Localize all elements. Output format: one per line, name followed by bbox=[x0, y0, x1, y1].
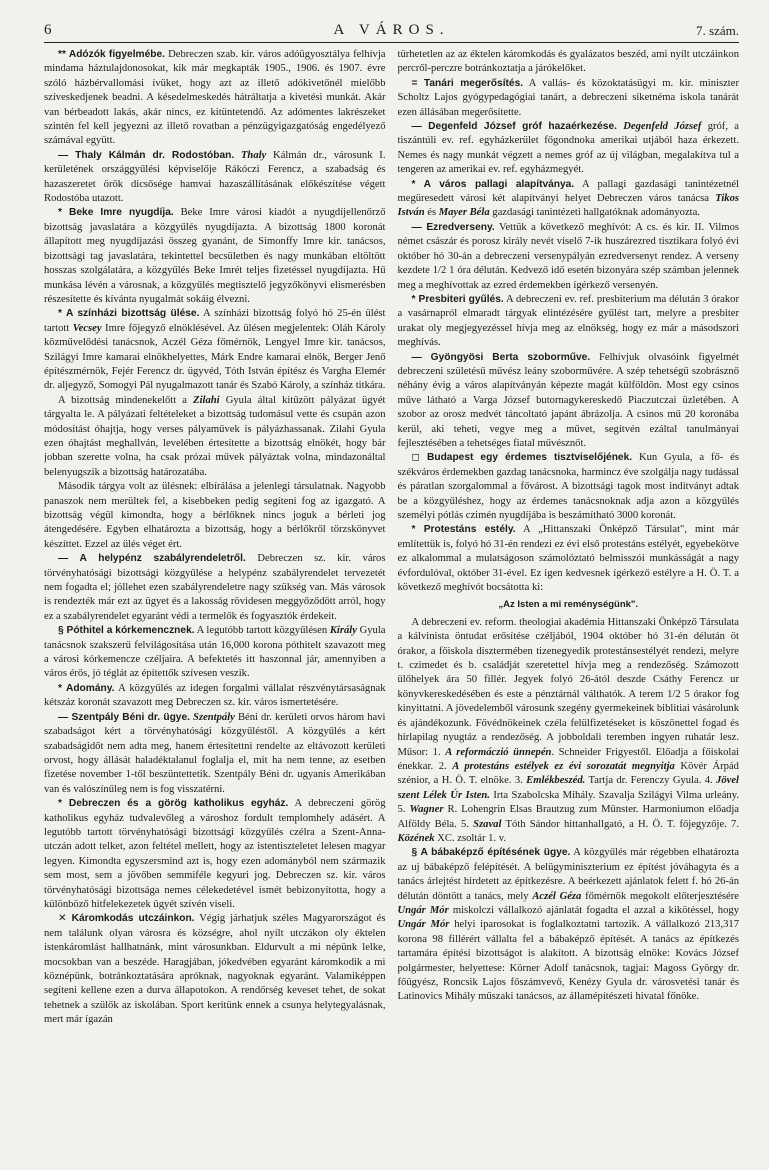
article-zilahi: A bizottság mindenekelőtt a Zilahi Gyula által kitűzött pályázat ügyét tárgyalta le. A pályázati feltételeket a bizottság tudomásul vette és csupán azon módosítást óhajtja, hogy verses pályaművek is pályázhassanak. Zilahi Gyula ezen óhajtást meghallván, levelében értesítette a bizottság elnökét, hogy bár jobban szerette volna, ha csak prózai művek pályáztak volna, mindazonáltal belenyugszik a bizottság határozatába. bbox=[44, 394, 386, 478]
article-pothitel: § Póthitel a kórkemencznek. A legutóbb tartott közgyűlésen Király Gyula tanácsnok szakszerű felvilágosítása után 16,000 korona póthitelt szavazott meg a városi kórkemencze czéljaira. A befektetés itt haszonnal jár, amennyiben a város érős, jó téglát az építettők szívesen veszik. bbox=[44, 625, 386, 680]
right-column bbox=[398, 48, 740, 1162]
invitation-text: A debreczeni ev. reform. theologiai akadémia Hittanszaki Önképző Társulata a kálvinista öntudat erősítése czéljából, 1904 október hó 31-én délután öt órakor, a főiskola disztermében tizenegyedik protestánsestélyét rendezi, melyre t. czimedet és b. családját szeretettel hívja meg a rendezőség. Számozott ülőhelyek ára 50 fillér. Jegyek folyó 26-ától deszde Csáthy Ferencz ur könyvkereskedésében és este a pénztárnál válthatók. A terem 1/2 5 órakor fog kinyittatni. A jövedelemből városunk szegény gyermekeinek biblitiai vásárolunk és ajándékozunk. Fővédnökeinek czéla felülfizetéseket is köszönettel fogad és hirlapilag nyugtáz a rendezőség. A jobboldali teremben ingyen ruhatár lesz. Műsor: 1. A reformáczió ünnepén. Schneider Frigyestől. Előadja a főiskolai énekkar. 2. A protestáns estélyek ez évi sorozatát megnyitja Kövér Árpád szénior, a H. Ö. T. elnöke. 3. Emlékbeszéd. Tartja dr. Ferenczy Gyula. 4. Jövel szent Lélek Úr Isten. Irta Szabolcska Mihály. Szavalja Szilágyi Vilma urleány. 5. Wagner R. Lohengrin Elsas Brautzug zum Münster. Harmoniumon előadja Alföldy Béla. 5. Szaval Tóth Sándor hittanhallgató, a H. Ö. T. főjegyzője. 7. Közének XC. zsoltár 1. v. bbox=[397, 616, 739, 844]
article-karomkodas: ✕ Káromkodás utczáinkon. Végig járhatjuk széles Magyarországot és nem találunk olyan városra és községre, ahol nyílt utczákon oly éktelen istenkáromlást hallhatnánk, mint városunkban. Eldurvult a mi népünk lelke, mocsokban van a beszéde. Haragjában, jókedvében egyaránt káromkodik a mi köznépünk, botránkoztatására apróknak, nagyoknak egyaránt. Valamiképpen segíteni kellene ezen a durva állapotokon. A rendőrség keveset tehet, de sokat tehetnek a szülők az iskolában. Sport keritünk ennek a csunya helytegyalásnak, mert már ígazán bbox=[44, 913, 386, 1026]
article-karomkodas-cont: türhetetlen az az éktelen káromkodás és gyalázatos beszéd, ami nyílt utczáinkon percről-perczre botránkoztatja a járókelőket. bbox=[397, 49, 739, 75]
article-presbiteri: * Presbiteri gyűlés. A debreczeni ev. ref. presbiterium ma délután 3 órakor a vasárnapról elmaradt tárgyak elintézésére gyűlést tart, melyre a presbiter urakat oly megjegyezéssel hívja meg az elnökség, hogy ez már a másodszori meghívás. bbox=[397, 293, 739, 349]
page-number: 6 bbox=[44, 22, 52, 38]
article-szentpaly: — Szentpály Béni dr. ügye. Szentpály Béni dr. kerületi orvos három havi szabadságot kért a törvényhatósági közgyűléstől. A közgyűlés a kért szabadságidőt nem adta meg, hanem értesítettni rendelte az eltávozott kerületi orvost, hogy állását haladéktalanul foglalja el, mit ha nem tenne, az esetben fizetése november 1-től beszüntettetik. Szentpály Béni dr. ugyanis Amerikában van és valószínűleg nem is fog visszatérni. bbox=[44, 711, 386, 795]
article-budapest: ◻ Budapest egy érdemes tisztviselőjének. Kun Gyula, a fő- és székváros érdemekben gazdag tanácsnoka, harmincz éve szolgálja nagy tudással és páratlan szorgalommal a fővárost. A bizottsági tagok most inditványt adtak be a közgyűléshez, hogy az érdemes tanácsnoknak adja azon a közgyűlés személyi pótlás czimén nyugdíjába is beszámítható 3000 koronát. bbox=[397, 452, 739, 521]
article-gyongyosi: — Gyöngyösi Berta szoborműve. Felhívjuk olvasóink figyelmét debreczeni születésű művész leány szoborművére. A szép tehetségű szobrásznő néhány évig a város alapítványán képezte magát külföldön. Most egy csinos műve látható a Varga József butornagykereskedő Piaczutczai üzletében. A szobor az orosz medvét táncoltató japánt ábrázolja. A csinos mű 20 koronába kerül, aki teheti, vegye meg a művet, segítvén ezáltal tanulmányai fejlesztésében a tehetséges fiatal művésznőt. bbox=[397, 351, 739, 449]
article-babakepzo: § A bábaképző építésének ügye. A közgyűlés már régebben elhatározta az uj bábaképző felépítését. A belügyminiszterium ez építést jóváhagyta és a tanács árlejtést hirdetett az építkezésre. A beérkezett ajánlatok felett f. hó 26-án délután döntött a tanács, mely Aczél Géza főmérnök megokolt előterjesztésére Ungár Mór miskolczi vállalkozó ajánlatát fogadta el azzal a kikötéssel, hogy Ungár Mór helyi iparosokat is foglalkoztatni tartozik. A vállalkozó 213,317 korona 98 fillérért vállalta fel a bábaképző építését. A tanács az építkezés tartamára építési bizottságot is alakított. A bizottság elnöke: Kovács József polgármester, helyettese: Körner Adolf tanácsnok, tagjai: Magoss György dr. főügyész, Roncsik Lajos főszámvevő, Kenézy Gyula dr. városvetési tanár és Latinovics Mihály műszaki tanácsos, az államépítészeti hivatal főnöke. bbox=[397, 847, 739, 1003]
article-protestans-estely: * Protestáns estély. A „Hittanszaki Önképző Társulat", mint már említettük is, folyó hó 31-én rendezi ez évi első protestáns estélyét, egyebekötve ez alkalommal a mulatságoson számolóztató belmisszói munkásságát a nagy évfordulóval, október 31-ével. Ez igen kedvesnek ígérkező estélyre a H. Ö. T. a következő meghívót bocsátotta ki: bbox=[397, 524, 739, 594]
article-degenfeld: — Degenfeld József gróf hazaérkezése. Degenfeld József gróf, a tiszántúli ev. ref. egyházkerület főgondnoka amerikai utjából haza érkezett. Nemes és nagy munkát végzett a nemes gróf az új világban, megalakítva tul a tengeren az amerikai ev. ref. egyházmegyét. bbox=[397, 121, 739, 176]
article-thaly: — Thaly Kálmán dr. Rodostóban. Thaly Kálmán dr., városunk I. kerületének országgyűlési képviselője Rákóczi Ferencz, a szabadság és hazaszeretet örök dicsősége hamvai hazaszállításának előkészítése végett Rodostóba utazott. bbox=[44, 149, 386, 205]
article-helypenz: — A helypénz szabályrendeletről. Debreczen sz. kir. város törvényhatósági bizottsági közgyűlése a helypénz szabályrendelet tervezetét nem fogadta el; jóllehet ezen szabályrendeletre nagy szükség van. Más városok is rendezték már ezt az ügyet és a lakosság rövidesen meggyőződött arról, hogy ez a szabályrendelet egyaránt védi a termelők és fogyasztók érdekeit. bbox=[44, 553, 386, 622]
left-column bbox=[44, 48, 386, 1162]
invitation-motto: „Az Isten a mi reménységünk". bbox=[498, 599, 639, 611]
newspaper-title: A VÁROS. bbox=[333, 22, 450, 38]
article-ezredverseny: — Ezredverseny. Vettük a következő meghívót: A cs. és kir. II. Vilmos német császár és porosz király nevét viselő 7-ik huszárezred tisztikara folyó évi október hó 30-án a debreczeni versenypályán ezredversenyt rendez. A verseny kezdete 1/2 1 óra délután. Kedvező idő esetén bizonyára szép számban jelennek meg a meghívottak az ezred érdemekben ígérkező versenyén. bbox=[397, 221, 739, 291]
page-header bbox=[44, 22, 739, 42]
article-tarsulat: Második tárgya volt az ülésnek: elbírálása a jelenlegi társulatnak. Nagyobb panaszok nem merültek fel, a kisebbeken pedig segíteni fog az igazgató. A bizottság végül kimondta, hogy a bérlőknek nincs joguk a bérleti jog átengedésére. Egyben elhatározta a bizottság, hogy a bérlőkről törzskönyvet készíttet. Ezzel az ülés véget ért. bbox=[44, 481, 386, 550]
header-rule bbox=[44, 42, 739, 43]
article-szinhazi: * A színházi bizottság ülése. A színházi bizottság folyó hó 25-én ülést tartott Vecsey Imre főjegyző elnöklésével. Az ülésen megjelentek: Oláh Károly közművelődési tanácsnok, Aczél Géza főmérnök, Lengyel Imre kir. tanácsos, Szilágyi Imre kamarai elnökhelyettes, Márk Endre kamarai elnök, Berger Jenő építészmérnök, Fejér Ferencz dr. ügyvéd, Tóth István építész és Vargha Elemér dr. aljegyző, Somogyi Pál nyugalmazott tanár és Szabó Károly, a színház titkára. bbox=[44, 308, 386, 392]
article-adomany: * Adomány. A közgyűlés az idegen forgalmi vállalat részvénytársaságnak kétszáz koronát szavazott meg Debreczen sz. kir. város ismertetésére. bbox=[44, 682, 386, 709]
issue-number: 7. szám. bbox=[696, 23, 739, 38]
article-gorog-katholikus: * Debreczen és a görög katholikus egyház. A debreczeni görög katholikus egyház tudvalevőleg a városhoz fordult templomhely adásért. A legutóbb tartott törvényhatósági bizottsági közgyűlés czélra a Szent-Anna-utczán adott telket, azon feltétel mellett, hogy az istentiszteletet lelesen magyar legyen. Kimondta egyszersmind azt is, hogy ezen adományból nem származik sem most, sem a jövőben semmiféle kegyuri jog. Debreczen sz. kir. város törvényhatósági bizottsága nemes célekedetével ismét bebizonyította, hogy a különböző hitfelekezetek ügyét szívén viseli. bbox=[44, 798, 386, 910]
article-adozok: ** Adózók figyelmébe. Debreczen szab. kir. város adóügyosztálya felhívja mindama háztulajdonosokat, kik már megkapták 1905., 1906. és 1907. évre szóló házbérvallomási ívüket, hogy azt az illető adókivetőnél mielőbb szíveskedjenek beadni. A késedelmeskedés hátráltatja a kivetési munkát. Akár van bérbeadott lakás, akár nincs, ez kitüntetendő. Az adómentes lakrészeket szintén fel kell jegyezni az illető rovatban a pénzügyigazgatóság engedélyező számával együtt. bbox=[44, 49, 386, 147]
article-pallagi: * A város pallagi alapítványa. A pallagi gazdasági tanintézetnél megüresedett városi két alapítványi helyet Debreczen város tanácsa Tikos István és Mayer Béla gazdasági tanintézeti hallgatóknak adományozta. bbox=[397, 178, 739, 219]
article-beke: * Beke Imre nyugdíja. Beke Imre városi kiadót a nyugdíjellenőrző bizottság javaslatára a közgyűlés nyugdíjazta. A bizottság 1800 koronát állapított meg nyugdíjazási összeg gyanánt, de Simonffy Imre kir. tanácsos, bizottsági tag javaslatára, tekintettel becsületben és nagy munkában eltöltött hosszas szolgálatára, a közgyűlés Beke Imrét teljes fizetéssel nyugdíjazta. Hű munkása lévén a városnak, a közgyűlés megtisztelő jegyzőkönyvi elismerésben részesítette és kívánta nyugalmát sokáig élvezni. bbox=[44, 207, 386, 305]
article-tanari: = Tanári megerősítés. A vallás- és közoktatásügyi m. kir. miniszter Scholtz Lajos gyógypedagógiai tanárt, a debreczeni siketnéma iskola tanárát ezen állásában megerősítette. bbox=[397, 77, 739, 118]
